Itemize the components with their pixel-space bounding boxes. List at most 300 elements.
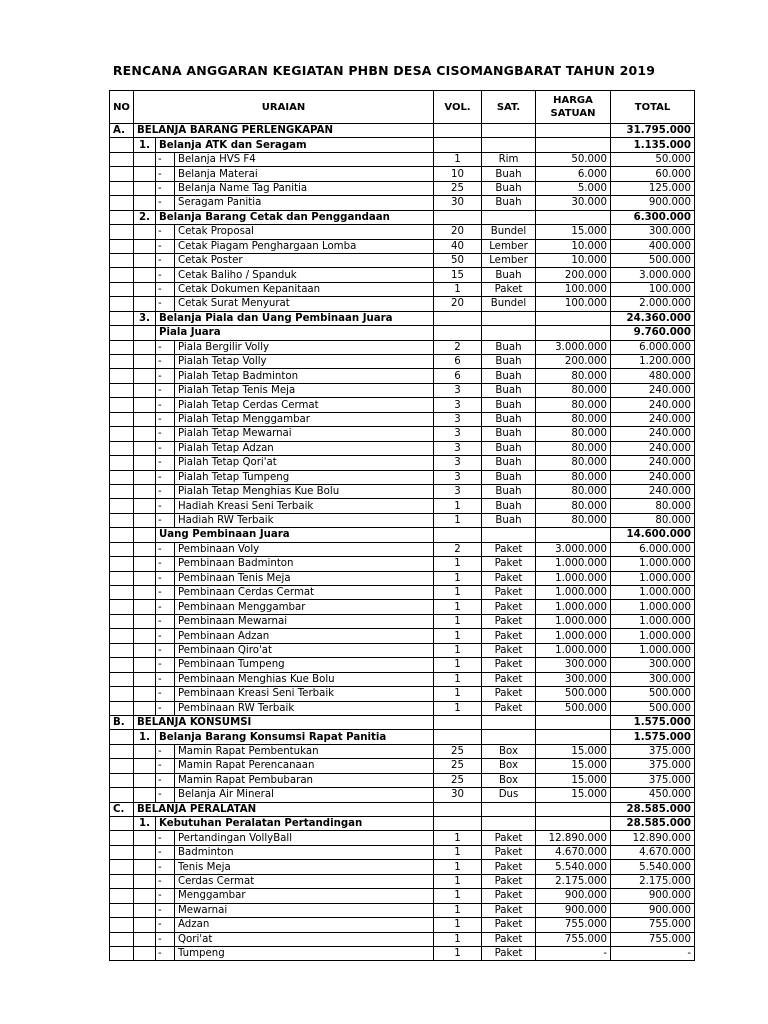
cell-sub xyxy=(134,456,156,470)
table-row xyxy=(110,427,695,441)
item-label: Pialah Tetap Volly xyxy=(175,355,434,369)
item-total: 240.000 xyxy=(611,484,695,498)
cell-no xyxy=(110,311,134,325)
cell-harga xyxy=(536,528,611,542)
section-total: 28.585.000 xyxy=(611,802,695,816)
cell-no xyxy=(110,326,134,340)
item-dash: - xyxy=(156,658,175,672)
item-label: Cetak Dokumen Kepanitaan xyxy=(175,282,434,296)
item-unit-price: 300.000 xyxy=(536,672,611,686)
cell-sub xyxy=(134,239,156,253)
item-vol: 40 xyxy=(434,239,482,253)
cell-no xyxy=(110,788,134,802)
item-label: Pembinaan Menggambar xyxy=(175,600,434,614)
cell-vol xyxy=(434,802,482,816)
item-unit: Paket xyxy=(482,542,536,556)
table-header-row xyxy=(110,91,695,124)
cell-no xyxy=(110,744,134,758)
item-total: 125.000 xyxy=(611,181,695,195)
item-unit-price: 10.000 xyxy=(536,253,611,267)
cell-no xyxy=(110,152,134,166)
table-row xyxy=(110,600,695,614)
page-title: RENCANA ANGGARAN KEGIATAN PHBN DESA CISOMANGBARAT TAHUN 2019 xyxy=(112,63,656,78)
item-unit-price: 3.000.000 xyxy=(536,340,611,354)
item-vol: 1 xyxy=(434,152,482,166)
item-dash: - xyxy=(156,557,175,571)
cell-sub xyxy=(134,932,156,946)
cell-no xyxy=(110,701,134,715)
item-label: Qori'at xyxy=(175,932,434,946)
item-dash: - xyxy=(156,629,175,643)
cell-sub xyxy=(134,744,156,758)
item-vol: 25 xyxy=(434,773,482,787)
item-unit-price: 30.000 xyxy=(536,196,611,210)
item-label: Pembinaan Menghias Kue Bolu xyxy=(175,672,434,686)
item-unit: Paket xyxy=(482,586,536,600)
table-row xyxy=(110,946,695,960)
cell-no xyxy=(110,672,134,686)
group-label: Piala Juara xyxy=(156,326,434,340)
item-unit-price: 200.000 xyxy=(536,355,611,369)
item-unit: Paket xyxy=(482,672,536,686)
item-vol: 25 xyxy=(434,744,482,758)
cell-sub xyxy=(134,860,156,874)
item-dash: - xyxy=(156,845,175,859)
item-vol: 1 xyxy=(434,614,482,628)
item-dash: - xyxy=(156,383,175,397)
item-unit: Paket xyxy=(482,845,536,859)
cell-sat xyxy=(482,730,536,744)
item-unit-price: 1.000.000 xyxy=(536,557,611,571)
table-row xyxy=(110,253,695,267)
item-dash: - xyxy=(156,239,175,253)
item-dash: - xyxy=(156,600,175,614)
item-unit: Buah xyxy=(482,456,536,470)
subsection-label: Belanja Barang Cetak dan Penggandaan xyxy=(156,210,434,224)
item-unit-price: 900.000 xyxy=(536,889,611,903)
item-vol: 1 xyxy=(434,687,482,701)
item-unit-price: 80.000 xyxy=(536,470,611,484)
section-total: 31.795.000 xyxy=(611,124,695,138)
cell-sub xyxy=(134,282,156,296)
item-dash: - xyxy=(156,889,175,903)
cell-no xyxy=(110,196,134,210)
item-unit-price: 200.000 xyxy=(536,268,611,282)
item-label: Pialah Tetap Cerdas Cermat xyxy=(175,398,434,412)
table-row xyxy=(110,571,695,585)
cell-no xyxy=(110,860,134,874)
table-row xyxy=(110,817,695,831)
section-number: A. xyxy=(110,124,134,138)
table-row xyxy=(110,744,695,758)
item-label: Belanja Materai xyxy=(175,167,434,181)
cell-no xyxy=(110,470,134,484)
table-row xyxy=(110,860,695,874)
cell-sub xyxy=(134,658,156,672)
cell-no xyxy=(110,253,134,267)
item-total: 500.000 xyxy=(611,701,695,715)
cell-sub xyxy=(134,427,156,441)
item-unit: Paket xyxy=(482,658,536,672)
subsection-label: Belanja Piala dan Uang Pembinaan Juara xyxy=(156,311,434,325)
cell-no xyxy=(110,542,134,556)
item-total: 1.000.000 xyxy=(611,643,695,657)
cell-sub xyxy=(134,918,156,932)
cell-sub xyxy=(134,441,156,455)
cell-sub xyxy=(134,297,156,311)
item-unit: Paket xyxy=(482,860,536,874)
table-row xyxy=(110,802,695,816)
table-row xyxy=(110,181,695,195)
cell-sub xyxy=(134,557,156,571)
cell-no xyxy=(110,845,134,859)
item-total: 450.000 xyxy=(611,788,695,802)
table-row xyxy=(110,759,695,773)
item-total: 1.000.000 xyxy=(611,614,695,628)
cell-sub xyxy=(134,167,156,181)
item-total: 60.000 xyxy=(611,167,695,181)
item-label: Piala Bergilir Volly xyxy=(175,340,434,354)
cell-sub xyxy=(134,528,156,542)
item-vol: 3 xyxy=(434,441,482,455)
subsection-total: 28.585.000 xyxy=(611,817,695,831)
table-row xyxy=(110,383,695,397)
item-label: Pialah Tetap Tenis Meja xyxy=(175,383,434,397)
table-row xyxy=(110,297,695,311)
table-row xyxy=(110,499,695,513)
cell-sub xyxy=(134,773,156,787)
item-unit-price: 80.000 xyxy=(536,427,611,441)
cell-harga xyxy=(536,326,611,340)
item-vol: 3 xyxy=(434,427,482,441)
item-label: Badminton xyxy=(175,845,434,859)
item-vol: 2 xyxy=(434,340,482,354)
item-dash: - xyxy=(156,586,175,600)
item-label: Belanja HVS F4 xyxy=(175,152,434,166)
item-dash: - xyxy=(156,441,175,455)
table-row xyxy=(110,152,695,166)
item-label: Pembinaan Tenis Meja xyxy=(175,571,434,585)
item-label: Tenis Meja xyxy=(175,860,434,874)
cell-sat xyxy=(482,802,536,816)
table-row xyxy=(110,355,695,369)
item-label: Cetak Poster xyxy=(175,253,434,267)
item-unit-price: 80.000 xyxy=(536,441,611,455)
item-unit: Paket xyxy=(482,614,536,628)
table-row xyxy=(110,932,695,946)
cell-no xyxy=(110,773,134,787)
cell-no xyxy=(110,210,134,224)
header-harga-satuan: HARGA SATUAN xyxy=(536,91,611,124)
item-unit-price: 1.000.000 xyxy=(536,571,611,585)
item-unit-price: 80.000 xyxy=(536,412,611,426)
item-dash: - xyxy=(156,744,175,758)
cell-sub xyxy=(134,614,156,628)
item-total: 2.000.000 xyxy=(611,297,695,311)
item-total: 240.000 xyxy=(611,398,695,412)
item-dash: - xyxy=(156,268,175,282)
item-label: Mamin Rapat Perencanaan xyxy=(175,759,434,773)
table-row xyxy=(110,138,695,152)
item-total: 6.000.000 xyxy=(611,542,695,556)
group-total: 9.760.000 xyxy=(611,326,695,340)
item-unit: Buah xyxy=(482,340,536,354)
item-unit: Paket xyxy=(482,557,536,571)
table-row xyxy=(110,282,695,296)
item-total: 375.000 xyxy=(611,744,695,758)
item-unit: Buah xyxy=(482,369,536,383)
section-label: BELANJA PERALATAN xyxy=(134,802,434,816)
item-unit-price: 4.670.000 xyxy=(536,845,611,859)
section-total: 1.575.000 xyxy=(611,715,695,729)
subsection-number: 1. xyxy=(134,138,156,152)
header-sat: SAT. xyxy=(482,91,536,124)
item-total: 1.000.000 xyxy=(611,586,695,600)
item-vol: 1 xyxy=(434,903,482,917)
cell-no xyxy=(110,730,134,744)
item-unit: Paket xyxy=(482,629,536,643)
item-vol: 1 xyxy=(434,557,482,571)
cell-vol xyxy=(434,528,482,542)
item-total: 480.000 xyxy=(611,369,695,383)
cell-sub xyxy=(134,412,156,426)
item-unit-price: 10.000 xyxy=(536,239,611,253)
item-dash: - xyxy=(156,672,175,686)
cell-no xyxy=(110,586,134,600)
item-unit: Lember xyxy=(482,253,536,267)
table-row xyxy=(110,470,695,484)
item-total: 240.000 xyxy=(611,427,695,441)
item-total: 1.200.000 xyxy=(611,355,695,369)
cell-sub xyxy=(134,629,156,643)
item-unit: Buah xyxy=(482,470,536,484)
item-unit: Buah xyxy=(482,484,536,498)
item-label: Seragam Panitia xyxy=(175,196,434,210)
item-unit: Paket xyxy=(482,889,536,903)
item-label: Mewarnai xyxy=(175,903,434,917)
item-total: 80.000 xyxy=(611,513,695,527)
cell-vol xyxy=(434,124,482,138)
cell-sub xyxy=(134,701,156,715)
cell-no xyxy=(110,355,134,369)
item-dash: - xyxy=(156,369,175,383)
item-unit-price: 500.000 xyxy=(536,687,611,701)
cell-sat xyxy=(482,138,536,152)
cell-sub xyxy=(134,874,156,888)
table-row xyxy=(110,239,695,253)
cell-sub xyxy=(134,672,156,686)
item-dash: - xyxy=(156,196,175,210)
table-row xyxy=(110,715,695,729)
table-row xyxy=(110,369,695,383)
item-unit: Buah xyxy=(482,513,536,527)
item-vol: 3 xyxy=(434,412,482,426)
item-unit: Buah xyxy=(482,398,536,412)
item-vol: 10 xyxy=(434,167,482,181)
item-unit: Buah xyxy=(482,412,536,426)
cell-sub xyxy=(134,196,156,210)
item-vol: 25 xyxy=(434,759,482,773)
item-total: 900.000 xyxy=(611,903,695,917)
item-total: 1.000.000 xyxy=(611,571,695,585)
table-row xyxy=(110,643,695,657)
cell-no xyxy=(110,946,134,960)
item-total: 4.670.000 xyxy=(611,845,695,859)
section-label: BELANJA BARANG PERLENGKAPAN xyxy=(134,124,434,138)
item-dash: - xyxy=(156,398,175,412)
item-dash: - xyxy=(156,542,175,556)
cell-sub xyxy=(134,788,156,802)
cell-no xyxy=(110,138,134,152)
table-row xyxy=(110,196,695,210)
item-label: Menggambar xyxy=(175,889,434,903)
cell-no xyxy=(110,643,134,657)
item-dash: - xyxy=(156,773,175,787)
cell-no xyxy=(110,528,134,542)
item-unit: Buah xyxy=(482,441,536,455)
item-vol: 1 xyxy=(434,701,482,715)
table-row xyxy=(110,889,695,903)
item-unit: Paket xyxy=(482,946,536,960)
item-vol: 3 xyxy=(434,456,482,470)
item-unit: Bundel xyxy=(482,225,536,239)
item-unit-price: 500.000 xyxy=(536,701,611,715)
item-label: Cetak Surat Menyurat xyxy=(175,297,434,311)
item-total: 300.000 xyxy=(611,658,695,672)
item-unit: Buah xyxy=(482,383,536,397)
table-row xyxy=(110,398,695,412)
item-vol: 1 xyxy=(434,889,482,903)
item-vol: 1 xyxy=(434,946,482,960)
item-unit-price: 755.000 xyxy=(536,932,611,946)
table-row xyxy=(110,268,695,282)
item-total: 500.000 xyxy=(611,253,695,267)
item-vol: 3 xyxy=(434,398,482,412)
item-dash: - xyxy=(156,687,175,701)
item-vol: 3 xyxy=(434,484,482,498)
cell-harga xyxy=(536,138,611,152)
cell-sub xyxy=(134,398,156,412)
cell-vol xyxy=(434,311,482,325)
item-unit-price: 80.000 xyxy=(536,499,611,513)
table-row xyxy=(110,730,695,744)
section-number: B. xyxy=(110,715,134,729)
cell-no xyxy=(110,918,134,932)
cell-sub xyxy=(134,499,156,513)
item-total: 1.000.000 xyxy=(611,557,695,571)
item-dash: - xyxy=(156,643,175,657)
item-vol: 1 xyxy=(434,499,482,513)
item-label: Pialah Tetap Qori'at xyxy=(175,456,434,470)
table-row xyxy=(110,225,695,239)
item-label: Cetak Baliho / Spanduk xyxy=(175,268,434,282)
table-row xyxy=(110,672,695,686)
item-vol: 20 xyxy=(434,225,482,239)
cell-no xyxy=(110,889,134,903)
item-unit-price: 12.890.000 xyxy=(536,831,611,845)
table-row xyxy=(110,528,695,542)
cell-vol xyxy=(434,730,482,744)
table-row xyxy=(110,542,695,556)
section-label: BELANJA KONSUMSI xyxy=(134,715,434,729)
item-total: 80.000 xyxy=(611,499,695,513)
cell-no xyxy=(110,571,134,585)
item-unit-price: 80.000 xyxy=(536,383,611,397)
item-label: Pembinaan Adzan xyxy=(175,629,434,643)
cell-no xyxy=(110,687,134,701)
item-unit-price: 300.000 xyxy=(536,658,611,672)
item-label: Cerdas Cermat xyxy=(175,874,434,888)
table-row xyxy=(110,557,695,571)
item-vol: 6 xyxy=(434,355,482,369)
cell-sub xyxy=(134,946,156,960)
item-label: Mamin Rapat Pembentukan xyxy=(175,744,434,758)
item-dash: - xyxy=(156,412,175,426)
subsection-number: 2. xyxy=(134,210,156,224)
item-unit-price: 3.000.000 xyxy=(536,542,611,556)
item-label: Tumpeng xyxy=(175,946,434,960)
item-dash: - xyxy=(156,759,175,773)
item-label: Pembinaan Voly xyxy=(175,542,434,556)
item-label: Pialah Tetap Adzan xyxy=(175,441,434,455)
item-unit: Paket xyxy=(482,874,536,888)
item-dash: - xyxy=(156,932,175,946)
cell-vol xyxy=(434,138,482,152)
item-unit-price: - xyxy=(536,946,611,960)
table-row xyxy=(110,614,695,628)
item-total: 5.540.000 xyxy=(611,860,695,874)
cell-harga xyxy=(536,817,611,831)
item-total: 1.000.000 xyxy=(611,629,695,643)
table-row xyxy=(110,629,695,643)
table-row xyxy=(110,484,695,498)
cell-vol xyxy=(434,715,482,729)
item-unit-price: 50.000 xyxy=(536,152,611,166)
item-dash: - xyxy=(156,513,175,527)
cell-sub xyxy=(134,369,156,383)
header-no: NO xyxy=(110,91,134,124)
cell-no xyxy=(110,441,134,455)
item-total: 2.175.000 xyxy=(611,874,695,888)
cell-no xyxy=(110,600,134,614)
item-unit: Lember xyxy=(482,239,536,253)
cell-no xyxy=(110,340,134,354)
item-unit-price: 15.000 xyxy=(536,225,611,239)
item-unit-price: 5.540.000 xyxy=(536,860,611,874)
item-total: 240.000 xyxy=(611,456,695,470)
item-label: Pembinaan Qiro'at xyxy=(175,643,434,657)
item-vol: 1 xyxy=(434,629,482,643)
item-total: 900.000 xyxy=(611,889,695,903)
item-label: Pialah Tetap Mewarnai xyxy=(175,427,434,441)
item-vol: 1 xyxy=(434,845,482,859)
item-vol: 1 xyxy=(434,672,482,686)
item-dash: - xyxy=(156,499,175,513)
cell-no xyxy=(110,513,134,527)
cell-no xyxy=(110,831,134,845)
cell-no xyxy=(110,239,134,253)
item-unit-price: 100.000 xyxy=(536,282,611,296)
table-row xyxy=(110,788,695,802)
item-unit: Paket xyxy=(482,932,536,946)
item-vol: 1 xyxy=(434,932,482,946)
item-unit-price: 1.000.000 xyxy=(536,643,611,657)
item-unit-price: 1.000.000 xyxy=(536,614,611,628)
item-unit-price: 15.000 xyxy=(536,744,611,758)
item-dash: - xyxy=(156,355,175,369)
item-total: 240.000 xyxy=(611,441,695,455)
cell-no xyxy=(110,629,134,643)
